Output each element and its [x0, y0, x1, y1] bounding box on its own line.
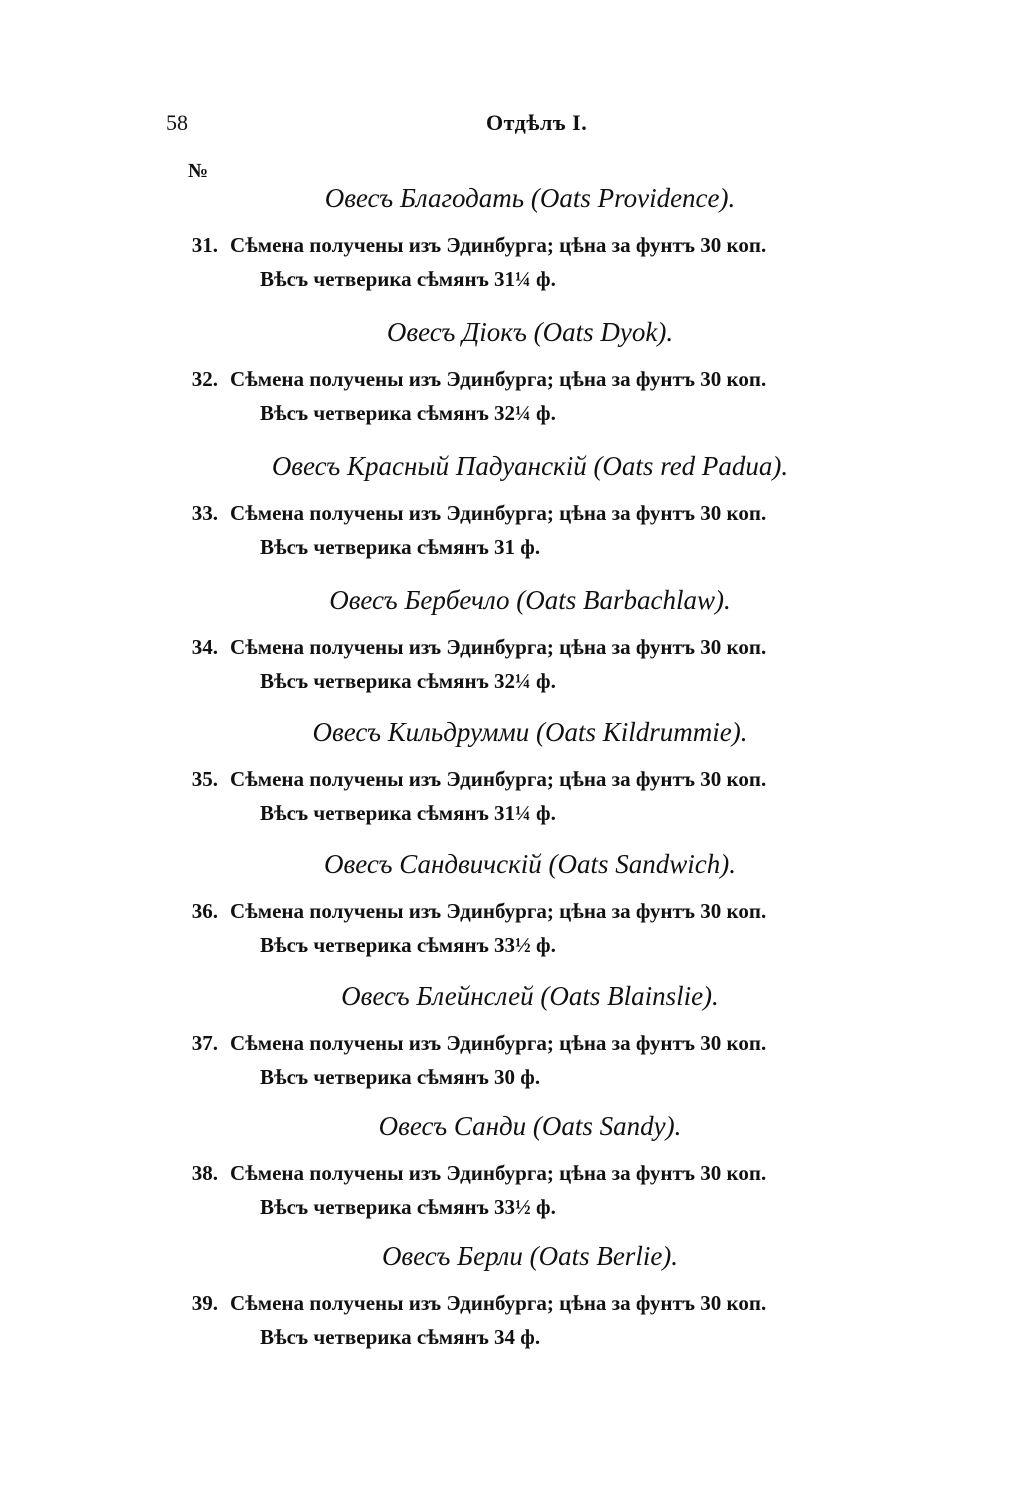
entry-text: Сѣмена получены изъ Эдинбурга; цѣна за фунтъ 30 коп. [230, 367, 767, 391]
entry-weight: Вѣсъ четверика сѣмянъ 31¼ ф. [260, 801, 556, 825]
entry-title: Овесъ Діокъ (Oats Dyok). [386, 317, 674, 347]
entry-weight: Вѣсъ четверика сѣмянъ 34 ф. [260, 1325, 541, 1349]
entry-number: 39. [191, 1291, 218, 1315]
entry-number: 33. [191, 501, 218, 525]
entry-39 [160, 1236, 900, 1354]
entry-weight: Вѣсъ четверика сѣмянъ 30 ф. [260, 1065, 541, 1089]
entry-title: Овесъ Санди (Oats Sandy). [378, 1111, 682, 1141]
entry-36 [160, 844, 900, 962]
entry-text: Сѣмена получены изъ Эдинбурга; цѣна за фунтъ 30 коп. [230, 233, 767, 257]
entry-text: Сѣмена получены изъ Эдинбурга; цѣна за фунтъ 30 коп. [230, 1291, 767, 1315]
entry-number: 35. [191, 767, 218, 791]
entry-number: 31. [191, 233, 218, 257]
entry-38 [160, 1106, 900, 1224]
entry-37 [160, 976, 900, 1094]
entry-text: Сѣмена получены изъ Эдинбурга; цѣна за фунтъ 30 коп. [230, 635, 767, 659]
entry-text: Сѣмена получены изъ Эдинбурга; цѣна за фунтъ 30 коп. [230, 1161, 767, 1185]
page-number: 58 [166, 110, 188, 135]
entry-title: Овесъ Благодать (Oats Providence). [324, 183, 736, 213]
entry-number: 36. [191, 899, 218, 923]
entry-weight: Вѣсъ четверика сѣмянъ 33½ ф. [260, 1195, 556, 1219]
number-column-label: № [188, 160, 209, 182]
entry-32 [160, 312, 900, 430]
entry-text: Сѣмена получены изъ Эдинбурга; цѣна за фунтъ 30 коп. [230, 767, 767, 791]
entry-33 [160, 446, 900, 564]
entry-title: Овесъ Сандвичскій (Oats Sandwich). [324, 849, 736, 879]
entry-text: Сѣмена получены изъ Эдинбурга; цѣна за фунтъ 30 коп. [230, 899, 767, 923]
entry-number: 32. [191, 367, 218, 391]
entry-title: Овесъ Берли (Oats Berlie). [381, 1241, 679, 1271]
entry-weight: Вѣсъ четверика сѣмянъ 32¼ ф. [260, 669, 556, 693]
entry-number: 34. [191, 635, 218, 659]
entry-text: Сѣмена получены изъ Эдинбурга; цѣна за фунтъ 30 коп. [230, 501, 767, 525]
entry-31 [160, 178, 900, 296]
entry-number: 37. [191, 1031, 218, 1055]
entry-title: Овесъ Бербечло (Oats Barbachlaw). [329, 585, 731, 615]
running-head: Отдѣлъ I. [486, 110, 588, 135]
entry-34 [160, 580, 900, 698]
entry-weight: Вѣсъ четверика сѣмянъ 31¼ ф. [260, 267, 556, 291]
entry-title: Овесъ Блейнслей (Oats Blainslie). [341, 981, 719, 1011]
entry-number: 38. [191, 1161, 218, 1185]
entry-weight: Вѣсъ четверика сѣмянъ 33½ ф. [260, 933, 556, 957]
entry-weight: Вѣсъ четверика сѣмянъ 31 ф. [260, 535, 541, 559]
entry-title: Овесъ Красный Падуанскій (Oats red Padua). [271, 451, 789, 481]
entry-text: Сѣмена получены изъ Эдинбурга; цѣна за фунтъ 30 коп. [230, 1031, 767, 1055]
entry-35 [160, 712, 900, 830]
entry-title: Овесъ Кильдрумми (Oats Kildrummie). [312, 717, 748, 747]
entry-weight: Вѣсъ четверика сѣмянъ 32¼ ф. [260, 401, 556, 425]
